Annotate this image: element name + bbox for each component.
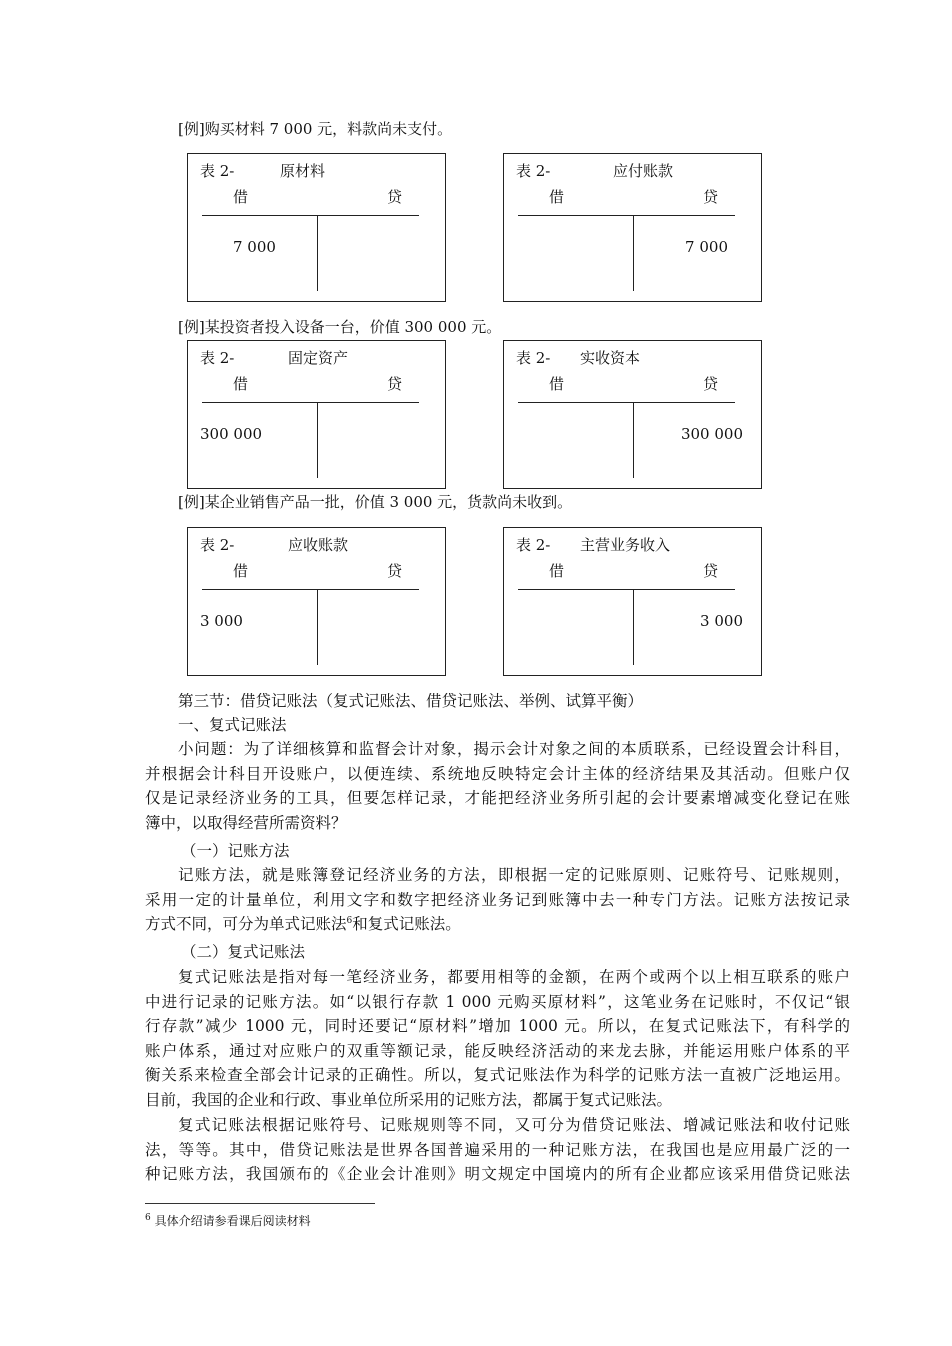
t-vertical-line <box>633 216 634 291</box>
t-vertical-line <box>633 590 634 665</box>
paragraph-line: 种记账方法，我国颁布的《企业会计准则》明文规定中国境内的所有企业都应该采用借贷记账法 <box>145 1165 850 1183</box>
debit-label: 借 <box>549 188 565 206</box>
paragraph-line: 并根据会计科目开设账户，以便连续、系统地反映特定会计主体的经济结果及其活动。但账户仅 <box>145 764 850 783</box>
t-account-raw-materials <box>187 153 446 302</box>
paragraph-line: 目前，我国的企业和行政、事业单位所采用的记账方法，都属于复式记账法。 <box>145 1090 673 1109</box>
t-vertical-line <box>317 590 318 665</box>
credit-label: 贷 <box>387 562 403 580</box>
t-horizontal-line <box>202 589 419 590</box>
debit-label: 借 <box>233 375 249 393</box>
footnote-text: 具体介绍请参看课后阅读材料 <box>154 1214 311 1228</box>
footnote <box>145 1212 311 1229</box>
example-3: [例]某企业销售产品一批，价值 3 000 元，货款尚未收到。 <box>178 493 573 511</box>
t-account-accounts-receivable <box>187 527 446 676</box>
credit-amount: 300 000 <box>680 425 743 443</box>
paragraph-line: 行存款”减少 1000 元，同时还要记“原材料”增加 1000 元。所以，在复式记账法下，有科学的 <box>145 1017 850 1035</box>
t-vertical-line <box>317 403 318 478</box>
paragraph-line: 复式记账法根据记账符号、记账规则等不同，又可分为借贷记账法、增减记账法和收付记账 <box>178 1116 850 1134</box>
paragraph-line: 账户体系，通过对应账户的双重等额记录，能反映经济活动的来龙去脉，并能运用账户体系的平 <box>145 1041 850 1060</box>
paragraph-line: 法，等等。其中，借贷记账法是世界各国普遍采用的一种记账方法，在我国也是应用最广泛的一 <box>145 1140 850 1159</box>
method-paragraph <box>145 863 850 937</box>
credit-label: 贷 <box>703 562 719 580</box>
t-vertical-line <box>633 403 634 478</box>
t-horizontal-line <box>202 215 419 216</box>
kinds-paragraph <box>145 1113 850 1187</box>
credit-label: 贷 <box>703 188 719 206</box>
debit-amount: 3 000 <box>200 612 243 630</box>
t-account-title: 表 2- 应收账款 <box>200 536 349 554</box>
paragraph-line: 簿中，以取得经营所需资料？ <box>145 813 347 832</box>
t-account-title: 表 2- 原材料 <box>200 162 326 180</box>
debit-label: 借 <box>549 375 565 393</box>
paragraph-line: 方式不同，可分为单式记账法$^6$和复式记账法。 <box>145 915 461 933</box>
credit-amount: 3 000 <box>700 612 743 630</box>
t-account-main-revenue <box>503 527 762 676</box>
debit-label: 借 <box>233 188 249 206</box>
t-account-title: 表 2- 固定资产 <box>200 349 349 367</box>
credit-label: 贷 <box>703 375 719 393</box>
debit-amount: 300 000 <box>200 425 263 443</box>
debit-label: 借 <box>549 562 565 580</box>
section-title: 第三节：借贷记账法（复式记账法、借贷记账法、举例、试算平衡） <box>178 692 644 710</box>
t-account-title: 表 2- 应付账款 <box>516 162 674 180</box>
paragraph-line: 采用一定的计量单位，利用文字和数字把经济业务记到账簿中去一种专门方法。记账方法按记录 <box>145 890 850 909</box>
paragraph-line: 复式记账法是指对每一笔经济业务，都要用相等的金额，在两个或两个以上相互联系的账户 <box>178 968 850 986</box>
paragraph-line: 衡关系来检查全部会计记录的正确性。所以，复式记账法作为科学的记账方法一直被广泛地运用。 <box>145 1066 850 1084</box>
debit-amount: 7 000 <box>233 238 276 256</box>
credit-label: 贷 <box>387 375 403 393</box>
paragraph-line: 中进行记录的记账方法。如“以银行存款 1 000 元购买原材料”，这笔业务在记账时，不仅记“银 <box>145 992 850 1011</box>
t-horizontal-line <box>518 215 735 216</box>
t-account-paid-in-capital <box>503 340 762 489</box>
t-horizontal-line <box>202 402 419 403</box>
credit-amount: 7 000 <box>685 238 728 256</box>
question-paragraph <box>145 737 850 835</box>
t-account-title: 表 2- 实收资本 <box>516 349 641 367</box>
footnote-ref[interactable]: 6 <box>346 915 353 926</box>
paragraph-line: 仅是记录经济业务的工具，但要怎样记录，才能把经济业务所引起的会计要素增减变化登记在账 <box>145 789 850 807</box>
t-account-accounts-payable <box>503 153 762 302</box>
t-account-title: 表 2- 主营业务收入 <box>516 536 671 554</box>
t-horizontal-line <box>518 402 735 403</box>
example-2: [例]某投资者投入设备一台，价值 300 000 元。 <box>178 318 502 336</box>
subsection-title-double-entry: （二）复式记账法 <box>181 943 306 961</box>
example-1: [例]购买材料 7 000 元，料款尚未支付。 <box>178 120 453 138</box>
debit-label: 借 <box>233 562 249 580</box>
paragraph-line: 小问题：为了详细核算和监督会计对象，揭示会计对象之间的本质联系，已经设置会计科目， <box>178 740 850 758</box>
t-account-fixed-assets <box>187 340 446 489</box>
subsection-title-method: （一）记账方法 <box>181 842 290 860</box>
section-subtitle: 一、复式记账法 <box>178 716 287 734</box>
footnote-divider <box>145 1203 375 1204</box>
paragraph-line: 记账方法，就是账簿登记经济业务的方法，即根据一定的记账原则、记账符号、记账规则， <box>178 866 850 884</box>
credit-label: 贷 <box>387 188 403 206</box>
double-entry-paragraph <box>145 965 850 1112</box>
footnote-number: 6 <box>145 1213 151 1223</box>
t-vertical-line <box>317 216 318 291</box>
t-horizontal-line <box>518 589 735 590</box>
